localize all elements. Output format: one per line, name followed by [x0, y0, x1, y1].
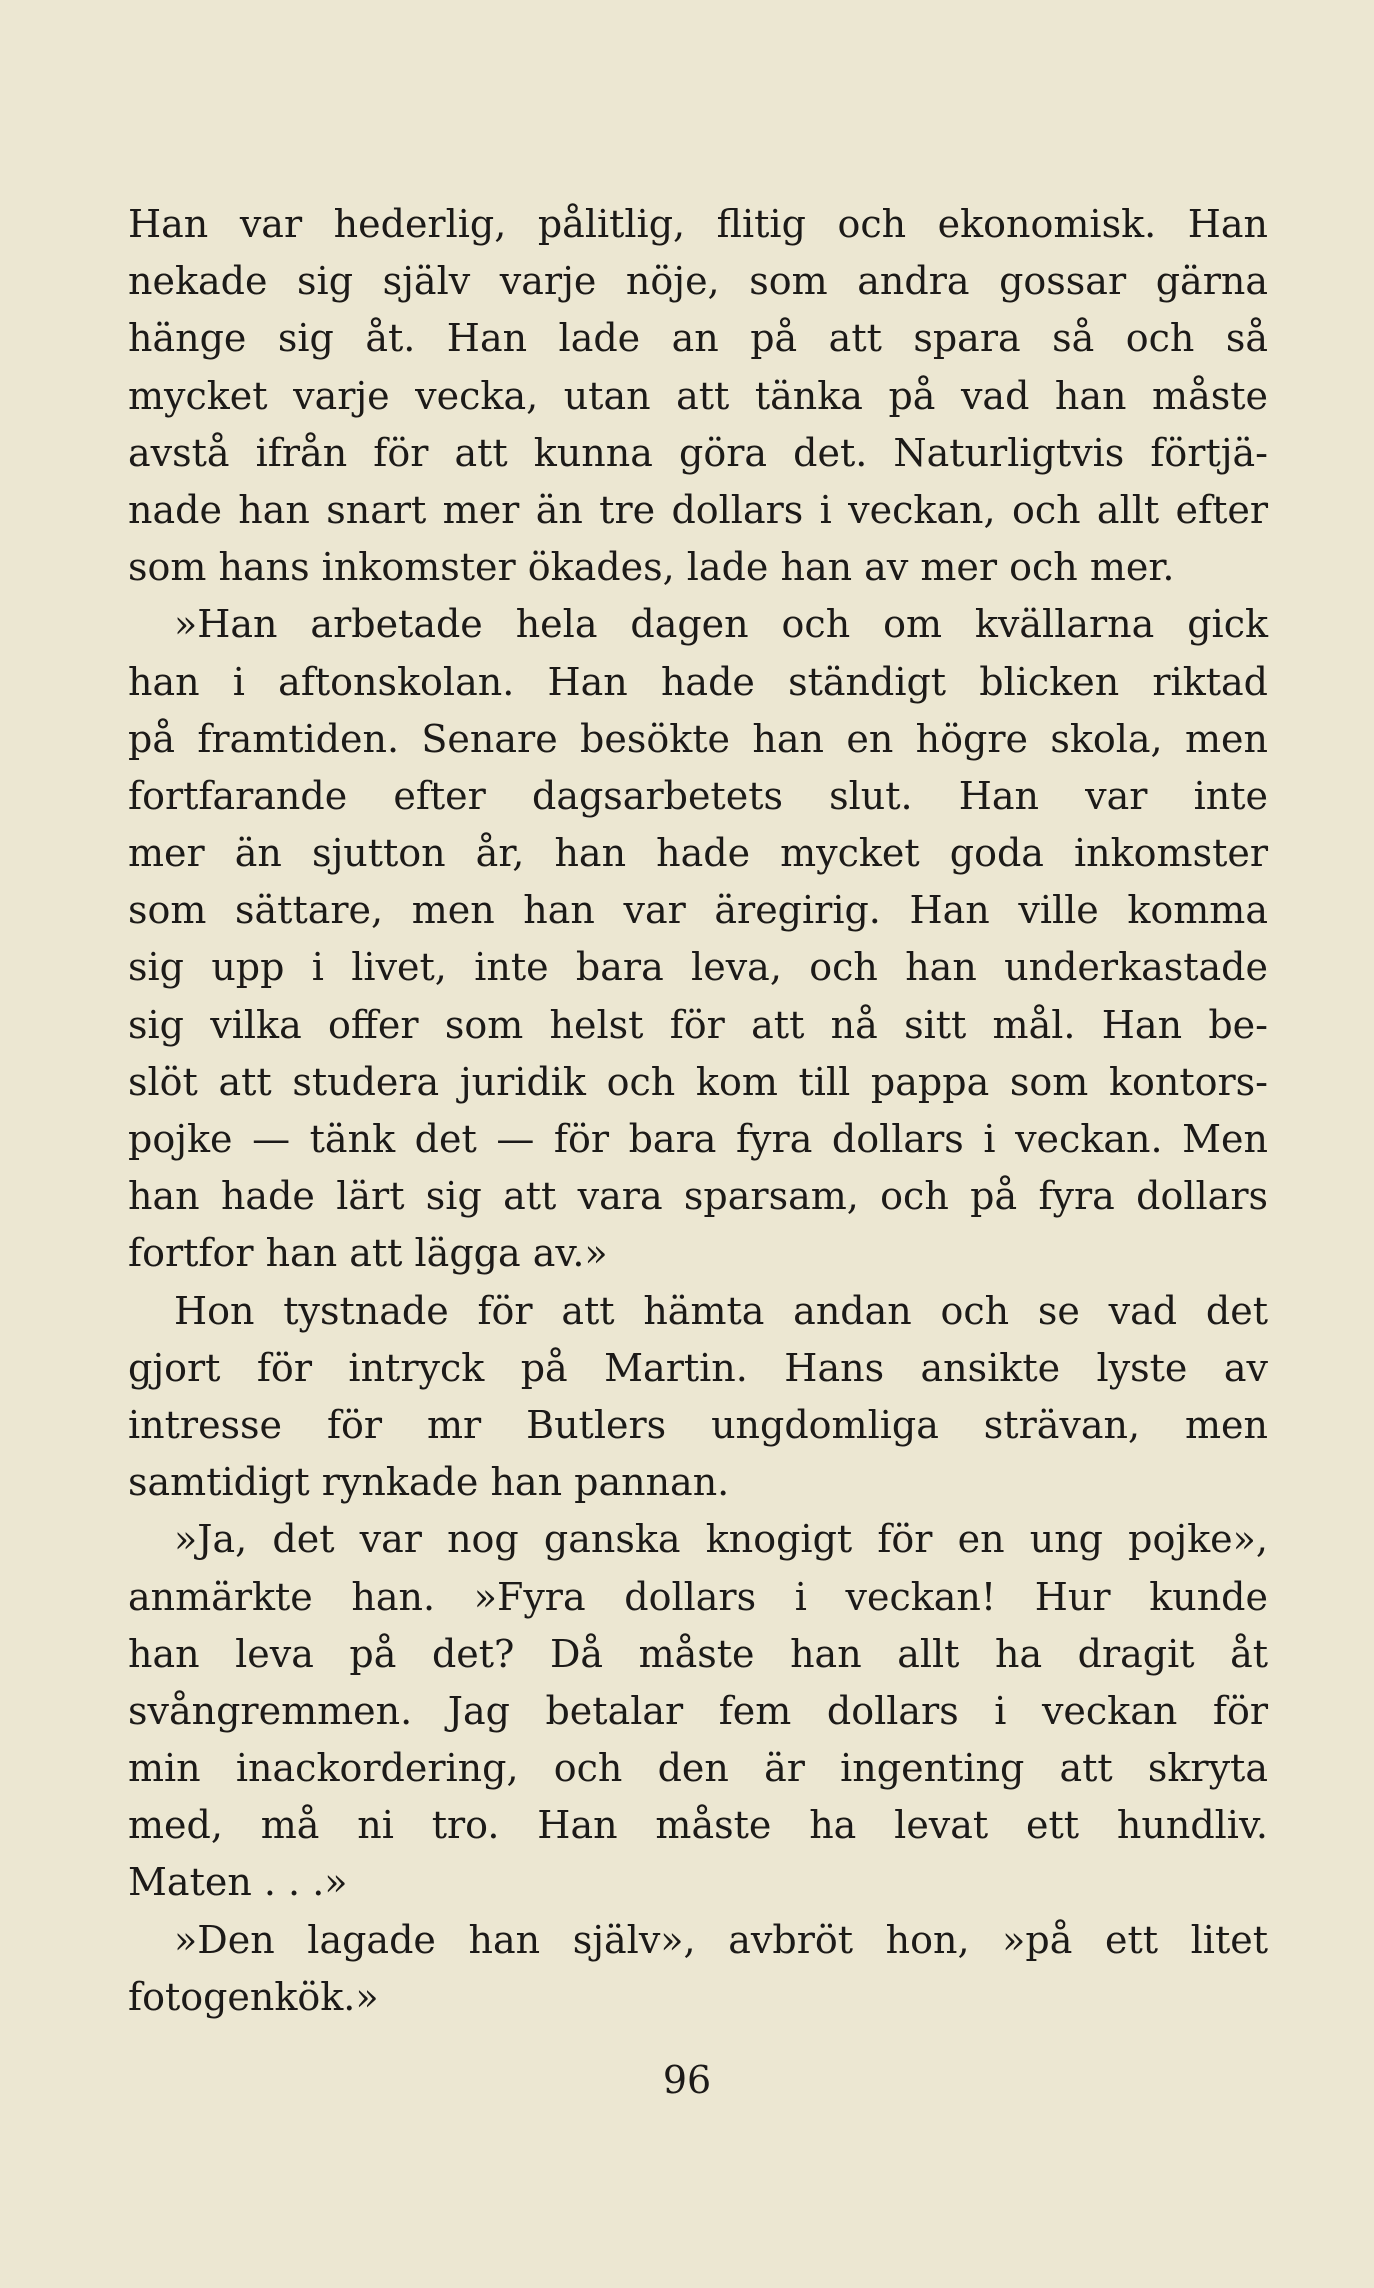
text-line: sig vilka offer som helst för att nå sitt mål. Han be-: [128, 1002, 1268, 1047]
text-line: Han var hederlig, pålitlig, flitig och ekonomisk. Han: [128, 202, 1268, 246]
body-text: [128, 196, 1268, 2026]
text-line: mycket varje vecka, utan att tänka på vad han måste: [128, 373, 1268, 418]
text-line: hänge sig åt. Han lade an på att spara så och så: [128, 316, 1268, 361]
text-line: »Ja, det var nog ganska knogigt för en ung pojke»,: [174, 1517, 1268, 1562]
text-line: som sättare, men han var äregirig. Han ville komma: [128, 888, 1268, 933]
text-line: slöt att studera juridik och kom till pappa som kontors-: [128, 1059, 1268, 1104]
text-line: samtidigt rynkade han pannan.: [128, 1460, 730, 1505]
text-line: fotogenkök.»: [128, 1974, 379, 2019]
text-line: min inackordering, och den är ingenting att skryta: [128, 1746, 1268, 1791]
text-line: gjort för intryck på Martin. Hans ansikte lyste av: [128, 1345, 1268, 1390]
text-line: svångremmen. Jag betalar fem dollars i veckan för: [128, 1688, 1268, 1733]
text-line: »Den lagade han själv», avbröt hon, »på ett litet: [174, 1917, 1268, 1962]
text-line: mer än sjutton år, han hade mycket goda inkomster: [128, 831, 1268, 876]
text-line: intresse för mr Butlers ungdomliga strävan, men: [128, 1402, 1268, 1447]
text-line: han i aftonskolan. Han hade ständigt blicken riktad: [128, 659, 1268, 704]
text-line: avstå ifrån för att kunna göra det. Naturligtvis förtjä-: [128, 430, 1268, 475]
text-line: han leva på det? Då måste han allt ha dragit åt: [128, 1631, 1268, 1676]
text-line: han hade lärt sig att vara sparsam, och på fyra dollars: [128, 1174, 1268, 1219]
text-line: fortfor han att lägga av.»: [128, 1231, 608, 1276]
text-line: anmärkte han. »Fyra dollars i veckan! Hur kunde: [128, 1574, 1268, 1619]
page-number: 96: [662, 2058, 712, 2102]
text-line: nade han snart mer än tre dollars i veckan, och allt efter: [128, 487, 1268, 532]
text-line: som hans inkomster ökades, lade han av mer och mer.: [128, 545, 1175, 590]
text-line: »Han arbetade hela dagen och om kvällarna gick: [174, 602, 1268, 647]
text-line: nekade sig själv varje nöje, som andra gossar gärna: [128, 259, 1268, 304]
text-line: på framtiden. Senare besökte han en högre skola, men: [128, 716, 1268, 761]
text-line: Maten . . .»: [128, 1860, 348, 1905]
text-line: fortfarande efter dagsarbetets slut. Han var inte: [128, 773, 1268, 818]
text-line: Hon tystnade för att hämta andan och se vad det: [174, 1288, 1268, 1333]
text-line: sig upp i livet, inte bara leva, och han underkastade: [128, 945, 1268, 990]
text-line: med, må ni tro. Han måste ha levat ett hundliv.: [128, 1803, 1268, 1848]
text-line: pojke — tänk det — för bara fyra dollars i veckan. Men: [128, 1117, 1268, 1161]
